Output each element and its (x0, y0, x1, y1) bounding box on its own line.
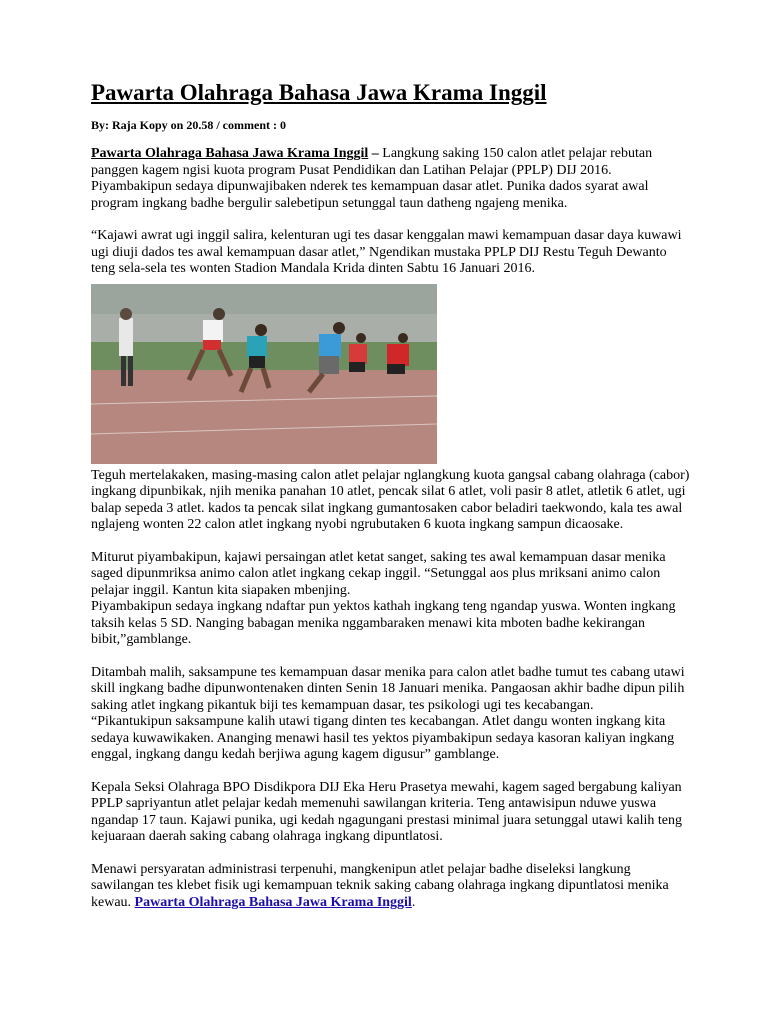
paragraph-5: Ditambah malih, saksampune tes kemampuan dasar menika para calon atlet badhe tumut tes cabang utawi skill ingkang badhe dipunwontenaken dinten Senin 18 Januari menika. Pangaosan akhir badhe dipun pilih saking atlet ingkang pikantuk biji tes kemampuan dasar, tes psikologi ugi tes kecabangan. (91, 664, 685, 713)
paragraph-3: Miturut piyambakipun, kajawi persaingan atlet ketat sanget, saking tes awal kemampuan dasar menika saged dipunmriksa animo calon atlet ingkang cekap inggil. “Setunggal aos plus mriksani animo calon pelajar inggil. Kantun kita siapaken mbenjing. (91, 549, 666, 598)
intro-text: Langkung saking 150 calon atlet pelajar rebutan panggen kagem ngisi kuota program Pusat Pendidikan dan Latihan Pelajar (PPLP) DIJ 2016. Piyambakipun sedaya dipunwajibaken nderek tes kemampuan dasar atlet. Punika dados syarat awal program ingkang badhe bergulir salebetipun setunggal taun datheng ngajeng menika. (91, 146, 653, 211)
article-body (91, 146, 691, 927)
article-title: Pawarta Olahraga Bahasa Jawa Krama Inggil (91, 80, 547, 105)
paragraph-2: Teguh mertelakaken, masing-masing calon atlet pelajar nglangkung kuota gangsal cabang olahraga (cabor) ingkang dipunbikak, njih menika panahan 10 atlet, pencak silat 6 atlet, voli pasir 8 atlet, atletik 6 atlet, ugi balap sepeda 3 atlet. kados ta pencak silat ingkang gumantosaken cabor beladiri taekwondo, kala tes awal nglajeng wonten 22 calon atlet ingkang nyobi ngrubutaken 6 kuota ingkang sampun dicaosake. (91, 467, 690, 532)
paragraph-8-text: Menawi persyaratan administrasi terpenuhi, mangkenipun atlet pelajar badhe diseleksi langkung sawilangan tes klebet fisik ugi kemampuan teknik saking cabang olahraga ingkang dipuntlatosi menika kewau. (91, 861, 669, 910)
byline: By: Raja Kopy on 20.58 / comment : 0 (91, 118, 286, 132)
quote-paragraph: “Kajawi awrat ugi inggil salira, kelenturan ugi tes dasar kenggalan mawi kemampuan dasar daya kuwawi ugi diuji dados tes awal kemampuan dasar atlet,” Ngendikan mustaka PPLP DIJ Restu Teguh Dewanto teng sela-sela tes wonten Stadion Mandala Krida dinten Sabtu 16 Januari 2016. (91, 228, 682, 276)
intro-dash: – (368, 146, 383, 161)
footer-title-link[interactable]: Pawarta Olahraga Bahasa Jawa Krama Inggil (134, 894, 412, 910)
athletes-sprint-photo (91, 284, 437, 464)
footer-period: . (411, 894, 416, 910)
paragraph-4: Piyambakipun sedaya ingkang ndaftar pun yektos kathah ingkang teng ngandap yuswa. Wonten ingkang taksih kelas 5 SD. Nanging babagan menika nggambaraken menawi kita mboten badhe kekirangan bibit,”gamblange. (91, 599, 676, 647)
paragraph-7: Kepala Seksi Olahraga BPO Disdikpora DIJ Eka Heru Prasetya mewahi, kagem saged bergabung kaliyan PPLP sapriyantun atlet pelajar kedah memenuhi sawilangan kriteria. Teng antawisipun nduwe yuswa ngandap 17 taun. Kajawi punika, ugi kedah ngagungani prestasi minimal juara setunggal utawi kalih teng kejuaraan daerah saking cabang olahraga ingkang dipuntlatosi. (91, 779, 682, 844)
paragraph-8 (91, 862, 691, 912)
intro-paragraph (91, 146, 691, 212)
intro-title-link[interactable]: Pawarta Olahraga Bahasa Jawa Krama Inggil (91, 146, 369, 161)
photo-illustration (91, 284, 437, 464)
paragraph-6: “Pikantukipun saksampune kalih utawi tigang dinten tes kecabangan. Atlet dangu wonten ingkang kita sedaya kuwawikaken. Ananging menawi hasil tes yektos piyambakipun sedaya kasoran kaliyan ingkang enggal, ingkang dangu kedah berjiwa agung kagem digusur” gamblange. (91, 714, 675, 762)
